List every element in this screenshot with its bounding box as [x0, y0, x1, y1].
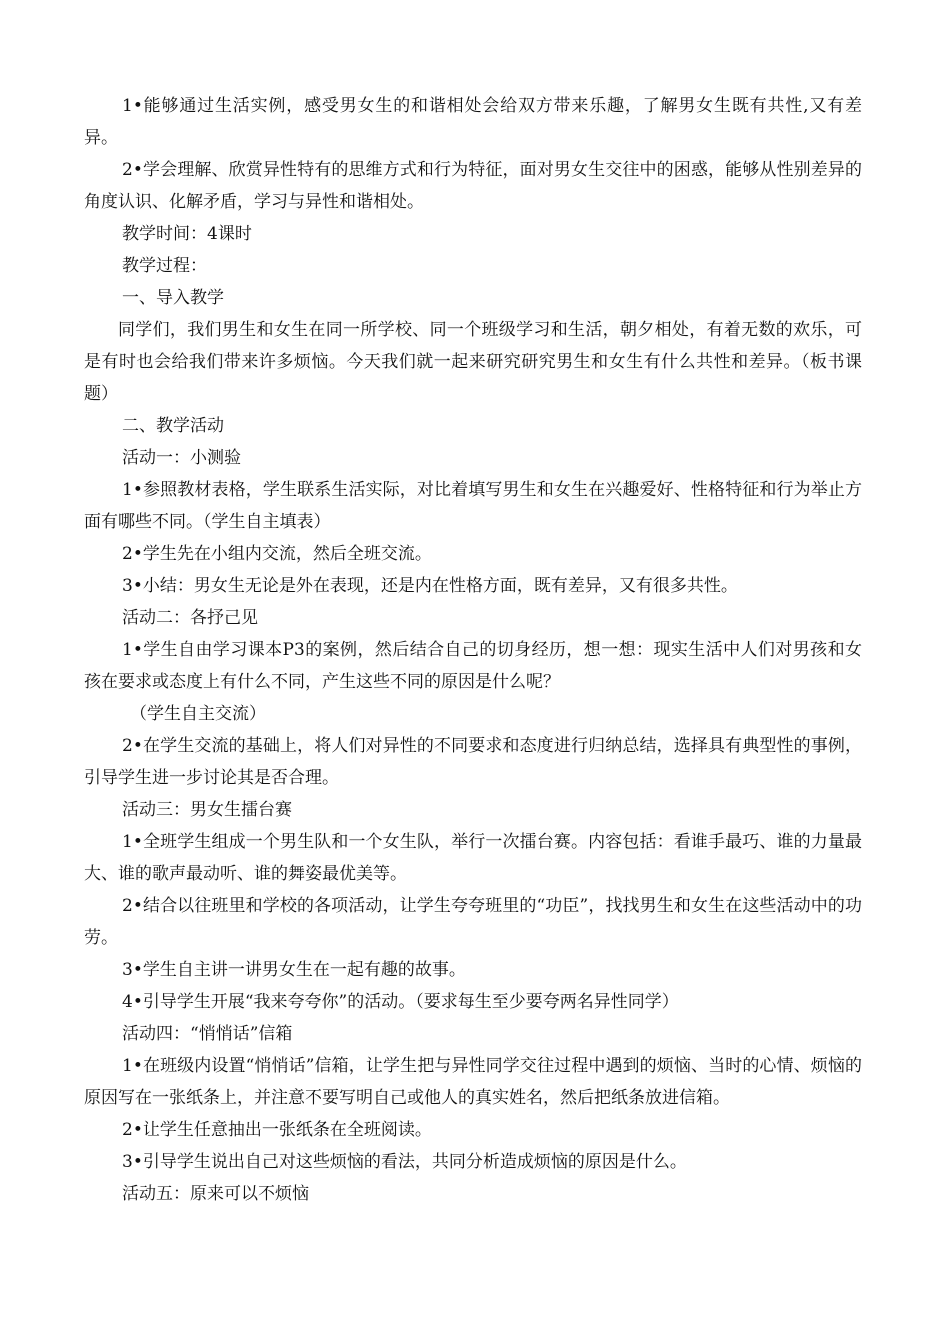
- activity-4-heading: 活动四：“悄悄话”信箱: [122, 1024, 293, 1044]
- activity-2-item-2: 2•在学生交流的基础上，将人们对异性的不同要求和态度进行归纳总结，选择具有典型性的事例，引导学生进一步讨论其是否合理。: [84, 736, 862, 788]
- activity-1-heading: 活动一：小测验: [122, 448, 241, 468]
- activity-3-item-3: 3•学生自主讲一讲男女生在一起有趣的故事。: [122, 960, 466, 980]
- section-2-heading: 二、教学活动: [122, 416, 224, 436]
- activity-3-item-2: 2•结合以往班里和学校的各项活动，让学生夸夸班里的“功臣”，找找男生和女生在这些活动中的功劳。: [84, 896, 862, 948]
- activity-1-item-1: 1•参照教材表格，学生联系生活实际，对比着填写男生和女生在兴趣爱好、性格特征和行为举止方面有哪些不同。（学生自主填表）: [84, 480, 862, 532]
- activity-2-heading: 活动二：各抒己见: [122, 608, 258, 628]
- section-1-heading: 一、导入教学: [122, 288, 224, 308]
- teaching-process-heading: 教学过程：: [122, 256, 207, 276]
- activity-3-item-1: 1•全班学生组成一个男生队和一个女生队，举行一次擂台赛。内容包括：看谁手最巧、谁的力量最大、谁的歌声最动听、谁的舞姿最优美等。: [84, 832, 862, 884]
- activity-1-item-3: 3•小结：男女生无论是外在表现，还是内在性格方面，既有差异，又有很多共性。: [122, 576, 738, 596]
- activity-3-item-4: 4•引导学生开展“我来夸夸你”的活动。（要求每生至少要夸两名异性同学）: [122, 992, 679, 1012]
- activity-2-item-1: 1•学生自由学习课本P3的案例，然后结合自己的切身经历，想一想：现实生活中人们对男孩和女孩在要求或态度上有什么不同，产生这些不同的原因是什么呢？: [84, 640, 862, 692]
- activity-5-heading: 活动五：原来可以不烦恼: [122, 1184, 309, 1204]
- teaching-time: 教学时间：4课时: [122, 224, 252, 244]
- activity-4-item-2: 2•让学生任意抽出一张纸条在全班阅读。: [122, 1120, 432, 1140]
- objective-2: 2•学会理解、欣赏异性特有的思维方式和行为特征，面对男女生交往中的困惑，能够从性别差异的角度认识、化解矛盾，学习与异性和谐相处。: [84, 160, 862, 212]
- objective-1: 1•能够通过生活实例，感受男女生的和谐相处会给双方带来乐趣，了解男女生既有共性,又有差异。: [84, 96, 862, 148]
- activity-3-heading: 活动三：男女生擂台赛: [122, 800, 292, 820]
- document-page: [84, 90, 862, 1210]
- intro-paragraph: 同学们，我们男生和女生在同一所学校、同一个班级学习和生活，朝夕相处，有着无数的欢乐，可是有时也会给我们带来许多烦恼。今天我们就一起来研究研究男生和女生有什么共性和差异。（板书课题）: [84, 320, 862, 404]
- activity-4-item-3: 3•引导学生说出自己对这些烦恼的看法，共同分析造成烦恼的原因是什么。: [122, 1152, 687, 1172]
- activity-1-item-2: 2•学生先在小组内交流，然后全班交流。: [122, 544, 432, 564]
- activity-4-item-1: 1•在班级内设置“悄悄话”信箱，让学生把与异性同学交往过程中遇到的烦恼、当时的心情、烦恼的原因写在一张纸条上，并注意不要写明自己或他人的真实姓名，然后把纸条放进信箱。: [84, 1056, 862, 1108]
- activity-2-note: （学生自主交流）: [130, 704, 266, 724]
